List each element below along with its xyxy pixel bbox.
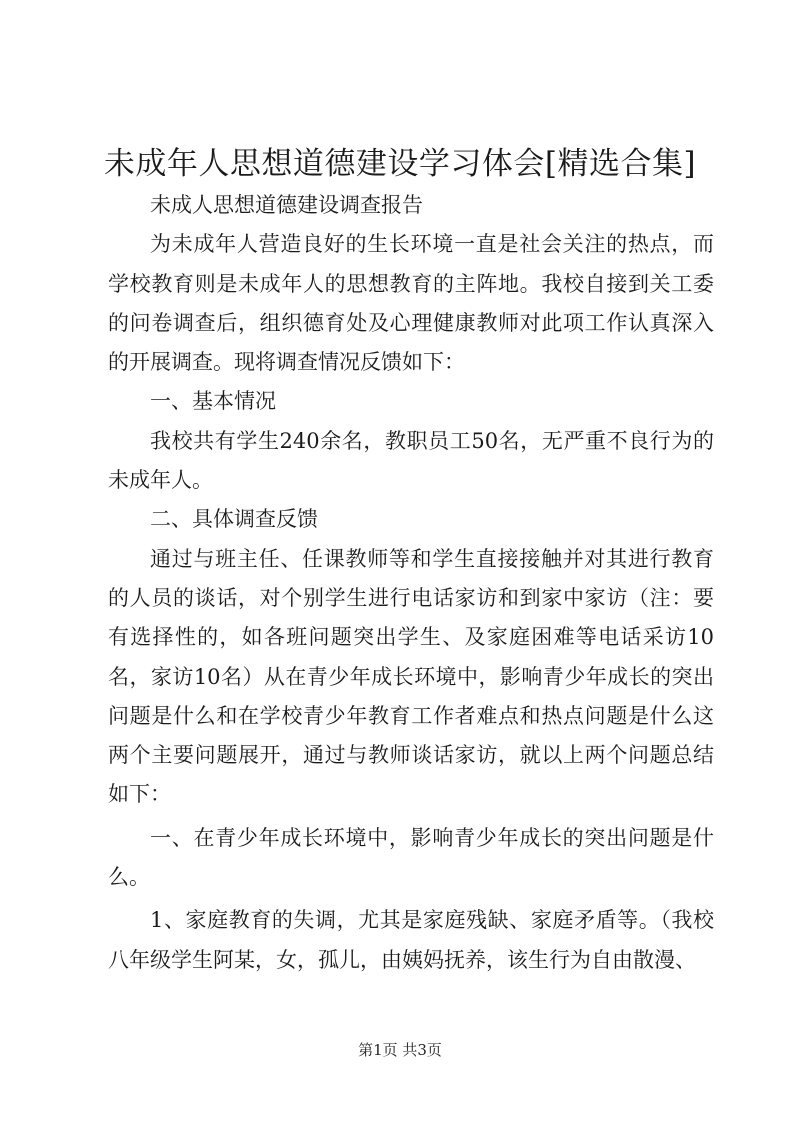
paragraph-report-title: 未成人思想道德建设调查报告 — [150, 193, 423, 217]
document-body — [108, 186, 714, 980]
subheading-problem-one: 一、在青少年成长环境中，影响青少年成长的突出问题是什么。 — [108, 825, 714, 890]
paragraph-item-one: 1、家庭教育的失调，尤其是家庭残缺、家庭矛盾等。（我校八年级学生阿某，女，孤儿，由姨妈抚养，该生行为自由散漫、 — [108, 908, 714, 972]
page-footer: 第1页 共3页 — [358, 1041, 442, 1059]
section-heading-basic: 一、基本情况 — [150, 389, 276, 414]
paragraph-intro: 为未成年人营造良好的生长环境一直是社会关注的热点，而学校教育则是未成年人的思想教育的主阵地。我校自接到关工委的问卷调查后，组织德育处及心理健康教师对此项工作认真深入的开展调查。现将调查情况反馈如下： — [108, 232, 714, 375]
paragraph-feedback: 通过与班主任、任课教师等和学生直接接触并对其进行教育的人员的谈话，对个别学生进行电话家访和到家中家访（注：要有选择性的，如各班问题突出学生、及家庭困难等电话采访10名，家访10名）从在青少年成长环境中，影响青少年成长的突出问题是什么和在学校青少年教育工作者难点和热点问题是什么这两个主要问题展开，通过与教师谈话家访，就以上两个问题总结如下： — [108, 546, 714, 807]
document-title: 未成年人思想道德建设学习体会[精选合集] — [103, 146, 697, 182]
section-heading-feedback: 二、具体调查反馈 — [150, 507, 318, 532]
paragraph-basic-info: 我校共有学生240余名，教职员工50名，无严重不良行为的未成年人。 — [108, 428, 714, 493]
